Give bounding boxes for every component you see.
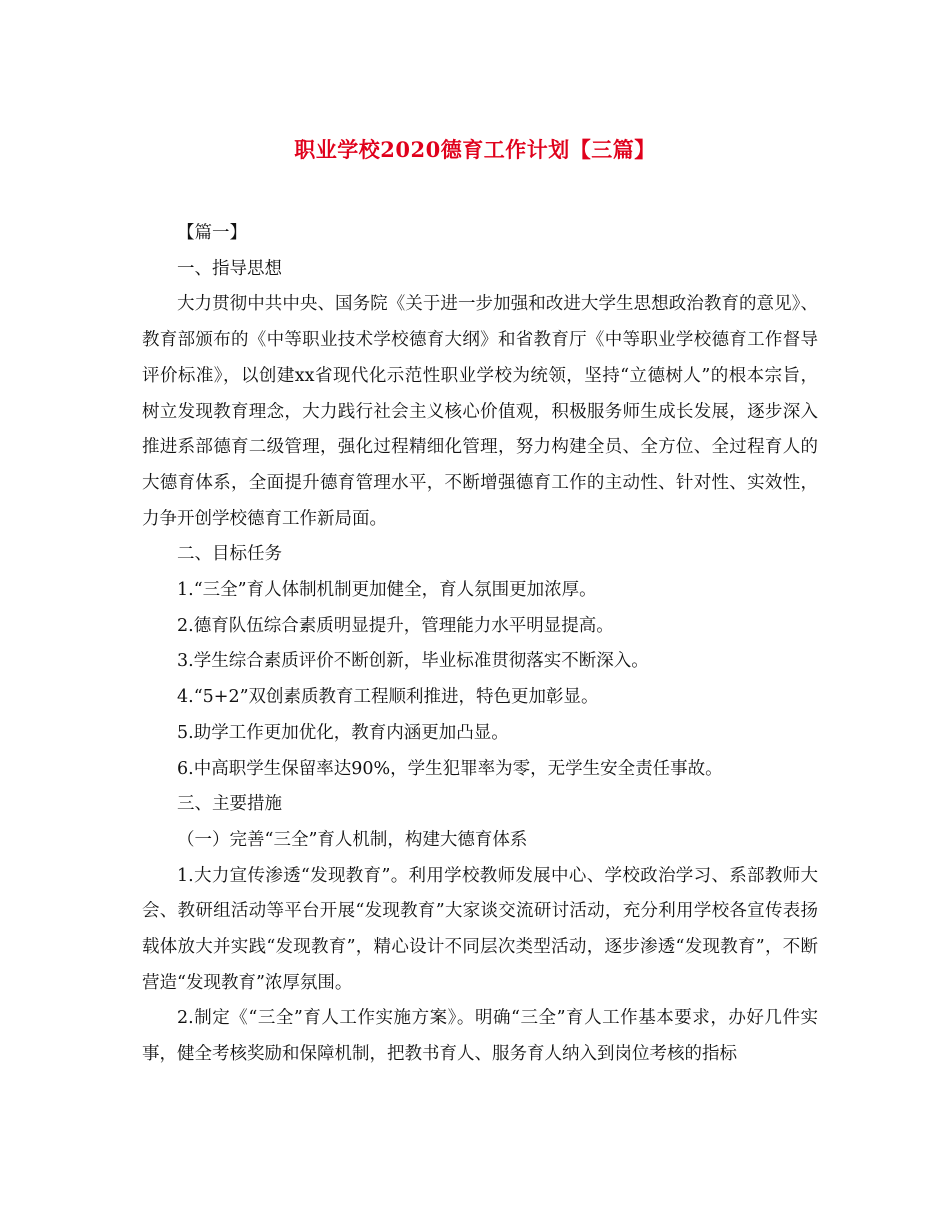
document-title: 职业学校2020德育工作计划【三篇】: [294, 137, 656, 162]
section-heading-part-one: 【篇一】: [177, 223, 247, 243]
subheading-measure-1: （一）完善“三全”育人机制，构建大德育体系: [177, 829, 528, 850]
heading-goals-tasks: 二、目标任务: [177, 544, 282, 565]
goal-item-4: 4.“5+2”双创素质教育工程顺利推进，特色更加彰显。: [177, 687, 599, 708]
document-body: [142, 216, 818, 1073]
paragraph-guiding-ideology: 大力贯彻中共中央、国务院《关于进一步加强和改进大学生思想政治教育的意见》、教育部颁布的《中等职业技术学校德育大纲》和省教育厅《中等职业学校德育工作督导评价标准》，以创建xx省现代化示范性职业学校为统领，坚持“立德树人”的根本宗旨，树立发现教育理念，大力践行社会主义核心价值观，积极服务师生成长发展，逐步深入推进系部德育二级管理，强化过程精细化管理，努力构建全员、全方位、全过程育人的大德育体系，全面提升德育管理水平，不断增强德育工作的主动性、针对性、实效性，力争开创学校德育工作新局面。: [142, 294, 818, 529]
goal-item-3: 3.学生综合素质评价不断创新，毕业标准贯彻落实不断深入。: [177, 651, 649, 672]
heading-main-measures: 三、主要措施: [177, 794, 282, 815]
goal-item-2: 2.德育队伍综合素质明显提升，管理能力水平明显提高。: [177, 615, 614, 636]
goal-item-5: 5.助学工作更加优化，教育内涵更加凸显。: [177, 722, 509, 743]
paragraph-measure-1-1: 1.大力宣传渗透“发现教育”。利用学校教师发展中心、学校政治学习、系部教师大会、教研组活动等平台开展“发现教育”大家谈交流研讨活动，充分利用学校各宣传表扬载体放大并实践“发现教育”，精心设计不同层次类型活动，逐步渗透“发现教育”，不断营造“发现教育”浓厚氛围。: [142, 865, 818, 993]
goal-item-1: 1.“三全”育人体制机制更加健全，育人氛围更加浓厚。: [177, 580, 597, 601]
goal-item-6: 6.中高职学生保留率达90%，学生犯罪率为零，无学生安全责任事故。: [177, 758, 723, 779]
paragraph-measure-1-2: 2.制定《“三全”育人工作实施方案》。明确“三全”育人工作基本要求，办好几件实事，健全考核奖励和保障机制，把教书育人、服务育人纳入到岗位考核的指标: [142, 1008, 818, 1065]
heading-guiding-ideology: 一、指导思想: [177, 258, 282, 279]
